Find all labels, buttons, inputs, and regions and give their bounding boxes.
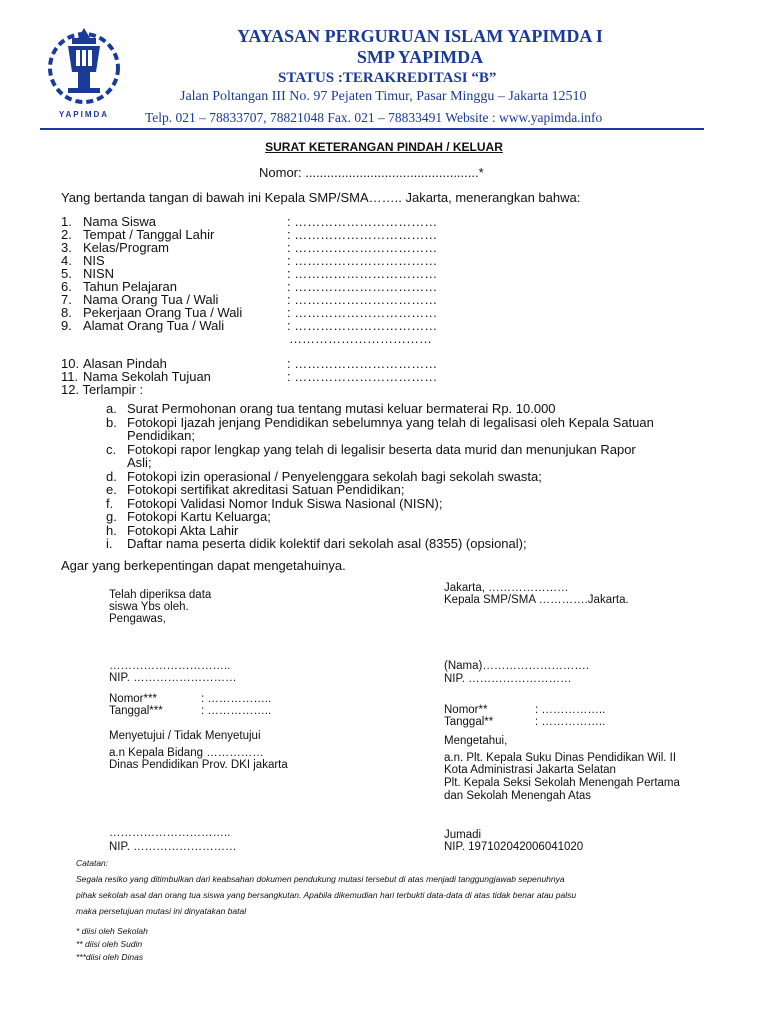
footnote-3: ***diisi oleh Dinas — [76, 952, 144, 962]
logo-text: YAPIMDA — [58, 110, 110, 119]
item-text: Daftar nama peserta didik kolektif dari sekolah asal (8355) (opsional); — [127, 536, 527, 551]
field-label: Alamat Orang Tua / Wali — [83, 318, 225, 333]
right-place-date: Jakarta, ………………… — [444, 582, 569, 594]
left-an-kepala: a.n Kepala Bidang …………… — [109, 747, 264, 759]
item-letter: b. — [106, 414, 117, 430]
field-value: : …………………………… — [287, 369, 438, 384]
field-number: 10. — [61, 356, 80, 371]
left-dinas: Dinas Pendidikan Prov. DKI jakarta — [109, 759, 288, 771]
right-signer-name: Jumadi — [444, 829, 482, 841]
field-label: Alasan Pindah — [83, 356, 167, 371]
field-number: 7. — [61, 292, 72, 307]
item-text: Fotokopi sertifikat akreditasi Satuan Pendidikan; — [127, 482, 405, 497]
intro-paragraph: Yang bertanda tangan di bawah ini Kepala SMP/SMA…….. Jakarta, menerangkan bahwa: — [61, 190, 581, 205]
item-text: Fotokopi Validasi Nomor Induk Siswa Nasional (NISN); — [127, 495, 443, 511]
left-nomor-label: Nomor*** — [109, 693, 157, 705]
field-label: Nama Sekolah Tujuan — [83, 369, 211, 384]
field-label: Nama Siswa — [83, 214, 156, 229]
left-sig-dots2: ………………………….. — [109, 827, 231, 839]
right-tanggal-value: : …………….. — [535, 716, 606, 728]
field-value: : …………………………… — [287, 279, 438, 294]
left-tanggal-value: : …………….. — [201, 705, 272, 717]
field-value: : …………………………… — [287, 356, 438, 371]
field-value: : …………………………… — [287, 318, 438, 333]
school-logo — [38, 20, 130, 122]
field-number: 4. — [61, 253, 72, 268]
field-value: : …………………………… — [287, 266, 438, 281]
item-letter: d. — [106, 468, 117, 484]
terlampir-label: 12. Terlampir : — [61, 382, 144, 397]
header-accreditation: STATUS :TERAKREDITASI “B” — [278, 70, 497, 86]
item-text-cont: Asli; — [127, 455, 152, 470]
header-foundation-name: YAYASAN PERGURUAN ISLAM YAPIMDA I — [237, 26, 603, 46]
right-an3: Plt. Kepala Seksi Sekolah Menengah Pertama — [444, 777, 680, 789]
field-value: : …………………………… — [287, 227, 438, 242]
header-divider — [40, 128, 704, 130]
right-tanggal-label: Tanggal** — [444, 716, 494, 728]
footnote-2: ** diisi oleh Sudin — [76, 939, 143, 949]
left-approval: Menyetujui / Tidak Menyetujui — [109, 730, 261, 742]
field-number: 9. — [61, 318, 72, 333]
field-label: Tempat / Tanggal Lahir — [83, 227, 215, 242]
left-sig-dots: ………………………….. — [109, 660, 231, 672]
field-label: Pekerjaan Orang Tua / Wali — [83, 305, 243, 320]
right-nama: (Nama)………………………. — [444, 660, 590, 672]
field-value: : …………………………… — [287, 305, 438, 320]
item-text: Surat Permohonan orang tua tentang mutasi keluar bermaterai Rp. 10.000 — [127, 401, 556, 416]
field-number: 2. — [61, 227, 72, 242]
field-label: NIS — [83, 253, 105, 268]
item-letter: f. — [106, 495, 114, 511]
left-sig-line1: Telah diperiksa data — [109, 589, 212, 601]
item-text: Fotokopi izin operasional / Penyelenggara sekolah bagi sekolah swasta; — [127, 468, 542, 484]
right-kepala: Kepala SMP/SMA ………….Jakarta. — [444, 594, 629, 606]
right-an1: a.n. Plt. Kepala Suku Dinas Pendidikan Wil. II — [444, 752, 677, 764]
right-mengetahui: Mengetahui, — [444, 735, 508, 747]
field-value: : …………………………… — [287, 240, 438, 255]
left-sig-line2: siswa Ybs oleh. — [109, 601, 189, 613]
item-letter: h. — [106, 522, 117, 538]
field-value: : …………………………… — [287, 214, 438, 229]
field-number: 5. — [61, 266, 72, 281]
alamat-continuation: …………………………… — [289, 331, 432, 346]
yapimda-emblem-icon — [38, 20, 130, 112]
field-number: 11. — [61, 369, 79, 384]
right-an2: Kota Administrasi Jakarta Selatan — [444, 764, 616, 776]
item-text-cont: Pendidikan; — [127, 428, 195, 443]
field-label: Kelas/Program — [83, 240, 169, 255]
right-nip: NIP. ……………………… — [444, 673, 572, 685]
notes-line3: maka persetujuan mutasi ini dinyatakan batal — [76, 906, 247, 916]
right-an4: dan Sekolah Menengah Atas — [444, 790, 592, 802]
field-label: Nama Orang Tua / Wali — [83, 292, 219, 307]
field-label: Tahun Pelajaran — [83, 279, 177, 294]
left-tanggal-label: Tanggal*** — [109, 705, 163, 717]
left-sig-line3: Pengawas, — [109, 613, 166, 625]
field-value: : …………………………… — [287, 253, 438, 268]
notes-title: Catatan: — [76, 858, 109, 868]
item-text: Fotokopi Kartu Keluarga; — [127, 509, 271, 524]
item-letter: e. — [106, 482, 117, 497]
item-text: Fotokopi Akta Lahir — [127, 522, 239, 538]
right-nomor-value: : …………….. — [535, 704, 606, 716]
left-sig-nip2: NIP. ……………………… — [109, 841, 237, 853]
field-label: NISN — [83, 266, 115, 281]
field-number: 8. — [61, 305, 72, 320]
header-contact: Telp. 021 – 78833707, 78821048 Fax. 021 – 78833491 Website : www.yapimda.info — [145, 110, 603, 125]
field-number: 3. — [61, 240, 72, 255]
item-letter: g. — [106, 509, 117, 524]
header-school-name: SMP YAPIMDA — [356, 47, 484, 67]
item-text: Fotokopi Ijazah jenjang Pendidikan sebelumnya yang telah di legalisasi oleh Kepala Satuan — [127, 414, 654, 430]
right-nomor-label: Nomor** — [444, 704, 488, 716]
notes-line2: pihak sekolah asal dan orang tua siswa yang bersangkutan. Apabila dikemudian hari terbukti data-data di atas tidak benar atau palsu — [76, 890, 577, 900]
notes-line1: Segala resiko yang ditimbulkan dari keabsahan dokumen pendukung mutasi tersebut di atas menjadi tanggungjawab sepenuhnya — [76, 874, 565, 884]
item-letter: i. — [106, 536, 113, 551]
document-number: Nomor: ................................................* — [259, 165, 484, 180]
closing-sentence: Agar yang berkepentingan dapat mengetahuinya. — [61, 558, 346, 573]
footnote-1: * diisi oleh Sekolah — [76, 926, 148, 936]
left-nomor-value: : …………….. — [201, 693, 272, 705]
document-title: SURAT KETERANGAN PINDAH / KELUAR — [265, 140, 503, 154]
field-number: 1. — [61, 214, 72, 229]
item-text: Fotokopi rapor lengkap yang telah di legalisir beserta data murid dan menunjukan Rapor — [127, 441, 636, 457]
item-letter: c. — [106, 441, 117, 457]
header-address: Jalan Poltangan III No. 97 Pejaten Timur, Pasar Minggu – Jakarta 12510 — [180, 89, 587, 104]
field-value: : …………………………… — [287, 292, 438, 307]
field-number: 6. — [61, 279, 72, 294]
item-letter: a. — [106, 401, 117, 416]
left-sig-nip: NIP. ……………………… — [109, 672, 237, 684]
right-signer-nip: NIP. 197102042006041020 — [444, 841, 584, 853]
